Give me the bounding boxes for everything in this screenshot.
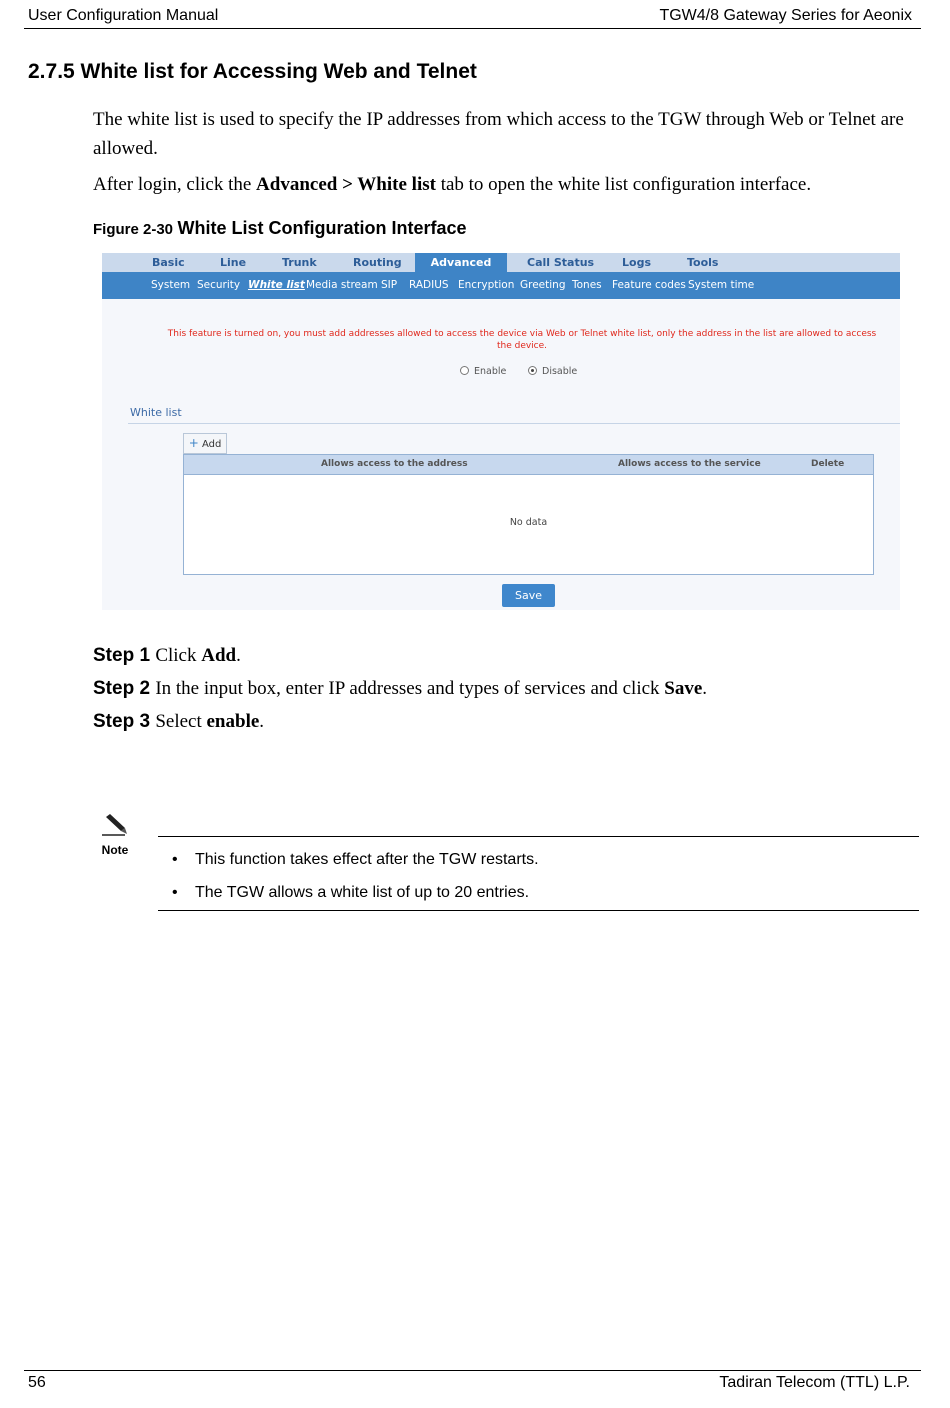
figure-title: White List Configuration Interface (177, 218, 467, 238)
menu-path: Advanced > White list (256, 174, 436, 195)
tab-call-status[interactable]: Call Status (527, 256, 595, 269)
note-bottom-rule (158, 910, 919, 911)
subtab-system[interactable]: System (151, 279, 191, 291)
subtab-security[interactable]: Security (197, 279, 241, 291)
add-button[interactable] (183, 433, 227, 454)
paragraph-text: After login, click the (93, 174, 257, 195)
subtab-sip[interactable]: SIP (381, 279, 398, 291)
paragraph-text: tab to open the white list configuration interface. (435, 174, 812, 195)
white-list-title: White list (130, 406, 182, 419)
step-text: In the input box, enter IP addresses and types of services and click (155, 678, 665, 699)
step-label: Step 3 (93, 711, 151, 732)
white-list-screenshot (102, 253, 900, 610)
note-text: This function takes effect after the TGW restarts. (195, 851, 539, 868)
subtab-encryption[interactable]: Encryption (458, 279, 515, 291)
step-keyword: Save (664, 678, 703, 699)
sub-nav (102, 272, 900, 299)
paragraph-intro: The white list is used to specify the IP addresses from which access to the TGW through Web or Telnet are allowed. (93, 109, 904, 159)
empty-table-message: No data (509, 517, 548, 528)
warning-message: This feature is turned on, you must add addresses allowed to access the device via Web or Telnet white list, only the address in the list are allowed to access the device. (167, 329, 877, 351)
radio-enable-icon[interactable] (460, 366, 469, 375)
column-header-delete: Delete (811, 459, 845, 469)
step-1 (93, 645, 241, 667)
tab-trunk[interactable]: Trunk (282, 256, 317, 269)
radio-disable-label: Disable (542, 366, 578, 377)
step-keyword: Add (201, 645, 237, 666)
radio-disable[interactable] (528, 366, 577, 377)
step-label: Step 2 (93, 678, 151, 699)
header-rule (24, 28, 921, 29)
page-number: 56 (28, 1374, 46, 1391)
tab-logs[interactable]: Logs (622, 256, 651, 269)
bullet-icon: • (172, 884, 178, 901)
step-label: Step 1 (93, 645, 151, 666)
step-text: . (702, 678, 708, 699)
step-2 (93, 678, 707, 700)
pencil-icon (99, 813, 131, 839)
radio-disable-icon[interactable] (528, 366, 537, 375)
step-keyword: enable (206, 711, 260, 732)
white-list-table (183, 454, 874, 575)
step-text: . (259, 711, 265, 732)
subtab-media-stream[interactable]: Media stream (306, 279, 378, 291)
paragraph-instructions (93, 170, 913, 199)
subtab-tones[interactable]: Tones (572, 279, 602, 291)
bullet-icon: • (172, 851, 178, 868)
add-button-label: Add (201, 439, 222, 450)
step-text: Click (155, 645, 202, 666)
footer-rule (24, 1370, 921, 1371)
figure-label: Figure 2-30 (93, 221, 174, 238)
section-title: 2.7.5 White list for Accessing Web and Telnet (28, 60, 477, 83)
column-header-address: Allows access to the address (321, 459, 468, 469)
note-label: Note (101, 843, 129, 857)
header-left: User Configuration Manual (28, 7, 219, 24)
note-icon (99, 813, 131, 855)
subtab-feature-codes[interactable]: Feature codes (612, 279, 686, 291)
subtab-white-list[interactable]: White list (248, 279, 305, 291)
note-item (172, 884, 529, 902)
radio-enable[interactable] (460, 366, 506, 377)
top-nav (102, 253, 900, 272)
step-3 (93, 711, 264, 733)
step-text: . (236, 645, 241, 666)
table-header (184, 455, 873, 475)
white-list-divider (128, 423, 900, 424)
note-text: The TGW allows a white list of up to 20 entries. (195, 884, 530, 901)
radio-enable-label: Enable (474, 366, 507, 377)
tab-tools[interactable]: Tools (687, 256, 719, 269)
note-item (172, 851, 539, 869)
plus-icon: + (188, 436, 199, 450)
header-right: TGW4/8 Gateway Series for Aeonix (659, 7, 912, 24)
note-top-rule (158, 836, 919, 837)
save-button[interactable]: Save (502, 584, 555, 607)
column-header-service: Allows access to the service (618, 459, 761, 469)
tab-basic[interactable]: Basic (152, 256, 185, 269)
figure-caption (93, 218, 467, 239)
footer-company: Tadiran Telecom (TTL) L.P. (719, 1374, 910, 1391)
subtab-radius[interactable]: RADIUS (409, 279, 449, 291)
tab-routing[interactable]: Routing (353, 256, 402, 269)
subtab-greeting[interactable]: Greeting (520, 279, 566, 291)
tab-line[interactable]: Line (220, 256, 247, 269)
tab-advanced[interactable]: Advanced (415, 253, 507, 272)
step-text: Select (155, 711, 207, 732)
subtab-system-time[interactable]: System time (688, 279, 755, 291)
